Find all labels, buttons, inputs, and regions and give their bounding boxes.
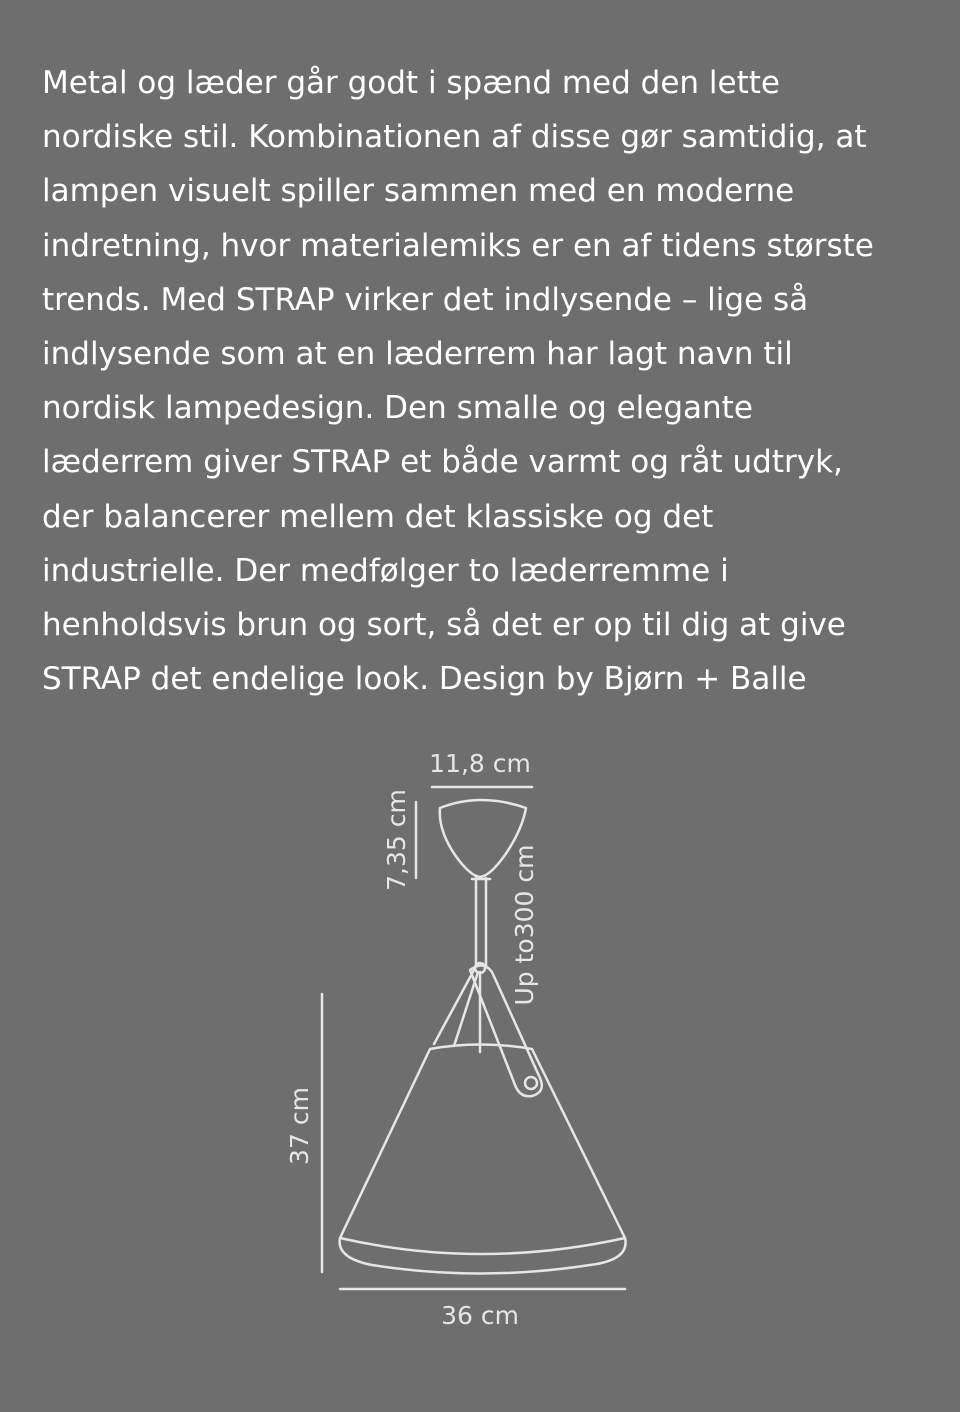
strap-rivet bbox=[525, 1077, 537, 1089]
shade-height-label: 37 cm bbox=[285, 1087, 314, 1165]
description-line: nordisk lampedesign. Den smalle og elegante bbox=[42, 390, 753, 427]
shade-rim bbox=[340, 1238, 625, 1254]
canopy-height-label: 7,35 cm bbox=[382, 789, 411, 891]
lamp-drawing bbox=[0, 730, 960, 1350]
description-line: Metal og læder går godt i spænd med den lette bbox=[42, 65, 780, 101]
lamp-shade bbox=[340, 1045, 626, 1274]
shade-width-label: 36 cm bbox=[441, 1301, 519, 1330]
description-line: trends. Med STRAP virker det indlysende – lige så bbox=[42, 281, 809, 318]
lamp-dimension-diagram bbox=[0, 730, 960, 1350]
description-line: STRAP det endelige look. Design by Bjørn + Balle bbox=[42, 661, 807, 698]
tripod-leg-left bbox=[434, 970, 474, 1044]
description-line: industrielle. Der medfølger to læderremme i bbox=[42, 552, 729, 589]
canopy-width-label: 11,8 cm bbox=[429, 749, 531, 778]
description-line: der balancerer mellem det klassiske og det bbox=[42, 498, 714, 535]
description-line: nordiske stil. Kombinationen af disse gør samtidig, at bbox=[42, 119, 867, 156]
cord-length-label: Up to300 cm bbox=[510, 844, 539, 1006]
product-description bbox=[42, 56, 922, 706]
description-line: henholdsvis brun og sort, så det er op til dig at give bbox=[42, 607, 846, 644]
description-line: lampen visuelt spiller sammen med en moderne bbox=[42, 173, 795, 210]
description-line: læderrem giver STRAP et både varmt og råt udtryk, bbox=[42, 444, 843, 481]
description-line: indlysende som at en læderrem har lagt navn til bbox=[42, 336, 793, 373]
description-line: indretning, hvor materialemiks er en af tidens største bbox=[42, 227, 874, 264]
